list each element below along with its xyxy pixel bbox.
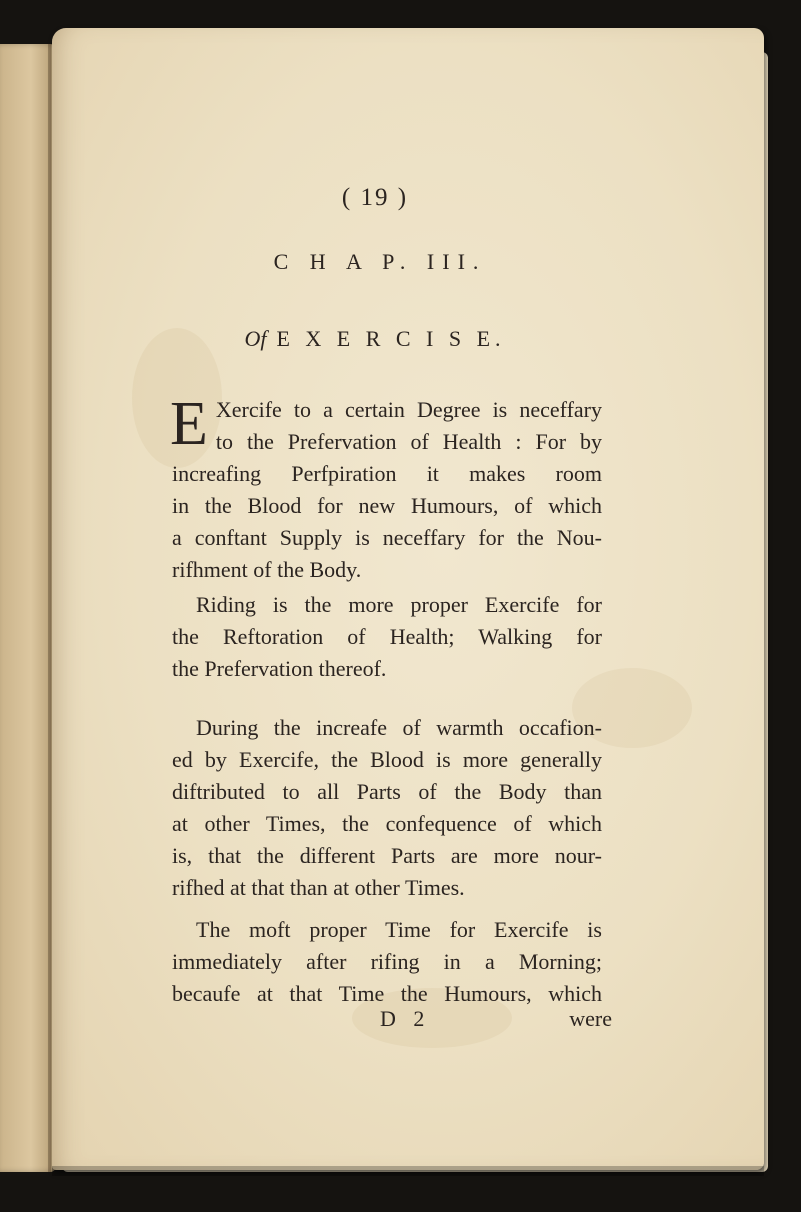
chapter-heading: C H A P. III. bbox=[273, 249, 487, 274]
drop-cap: E bbox=[170, 390, 208, 458]
catchword: were bbox=[569, 1006, 612, 1031]
page-number: ( 19 ) bbox=[341, 184, 409, 211]
chapter-title bbox=[200, 326, 550, 352]
paragraph-line: Xercife to a certain Degree is neceffary bbox=[215, 397, 602, 422]
page-bottom-shadow bbox=[52, 1166, 764, 1176]
paragraph-line: in the Blood for new Humours, of which bbox=[172, 493, 602, 518]
paragraph-1 bbox=[170, 390, 602, 586]
paragraph-4 bbox=[172, 914, 602, 1010]
paragraph-line: at other Times, the confequence of which bbox=[172, 811, 602, 836]
left-page-edge bbox=[0, 44, 56, 1172]
paragraph-line: the Reftoration of Health; Walking for bbox=[172, 624, 602, 649]
paragraph-line: immediately after rifing in a Morning; bbox=[172, 949, 602, 974]
chapter-title-prefix: Of bbox=[244, 326, 267, 351]
signature-mark: D 2 bbox=[380, 1006, 431, 1031]
paragraph-line: During the increafe of warmth occafion- bbox=[196, 715, 602, 740]
paragraph-line: ed by Exercife, the Blood is more generally bbox=[172, 747, 602, 772]
paragraph-line: diftributed to all Parts of the Body than bbox=[172, 779, 602, 804]
paragraph-line: The moft proper Time for Exercife is bbox=[196, 917, 602, 942]
paragraph-line: rifhed at that than at other Times. bbox=[172, 875, 465, 900]
paragraph-line: a conftant Supply is neceffary for the Nou- bbox=[172, 525, 602, 550]
paragraph-line: rifhment of the Body. bbox=[172, 557, 362, 582]
paragraph-line: becaufe at that Time the Humours, which bbox=[172, 981, 602, 1006]
paragraph-line: the Prefervation thereof. bbox=[172, 656, 387, 681]
paragraph-line: to the Prefervation of Health : For by bbox=[215, 429, 602, 454]
paragraph-2 bbox=[172, 589, 602, 685]
paragraph-line: increafing Perfpiration it makes room bbox=[172, 461, 602, 486]
paragraph-line: is, that the different Parts are more nour- bbox=[172, 843, 602, 868]
paragraph-line: Riding is the more proper Exercife for bbox=[196, 592, 602, 617]
chapter-title-main: E X E R C I S E. bbox=[276, 326, 506, 351]
paragraph-3 bbox=[172, 712, 602, 904]
